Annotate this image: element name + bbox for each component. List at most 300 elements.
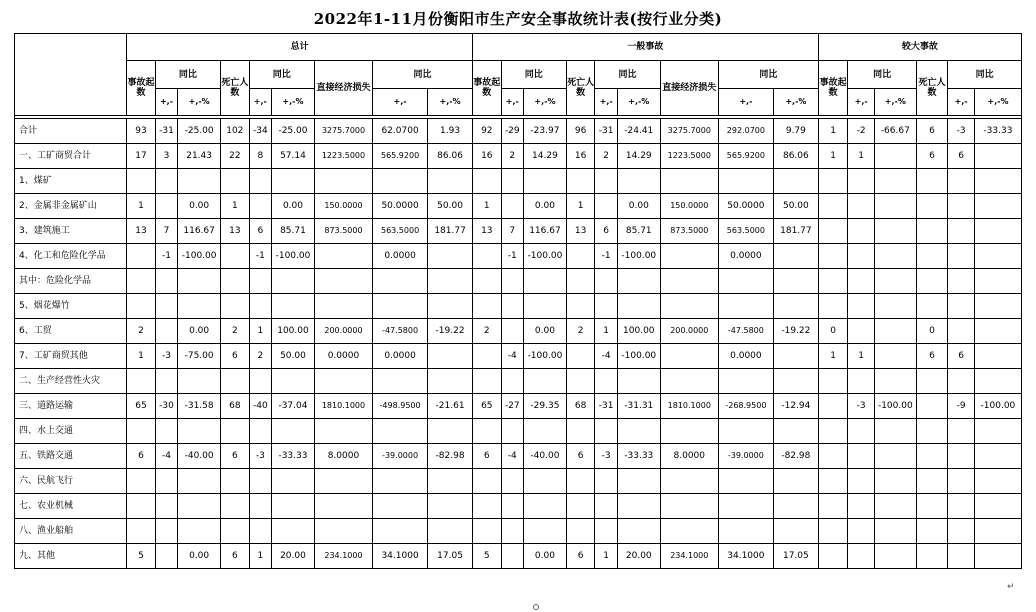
table-row: [15, 444, 1022, 469]
cell-total: 6: [221, 344, 250, 369]
cell-general: [566, 519, 595, 544]
cell-general: [566, 344, 595, 369]
cell-total: [272, 169, 315, 194]
cell-general: 5: [473, 544, 502, 569]
cell-total: [155, 169, 177, 194]
cell-total: [221, 419, 250, 444]
cell-total: 13: [127, 219, 156, 244]
cell-total: 50.0000: [373, 194, 428, 219]
cell-major: [874, 544, 916, 569]
cell-total: [373, 519, 428, 544]
cell-general: -47.5800: [718, 319, 773, 344]
cell-total: -4: [155, 444, 177, 469]
header-diff: +,-: [848, 89, 875, 116]
cell-major: [874, 219, 916, 244]
cell-major: [818, 219, 848, 244]
cell-general: 0.00: [617, 194, 660, 219]
cell-major: [948, 219, 975, 244]
cell-total: [373, 169, 428, 194]
header-diff: +,-: [501, 89, 523, 116]
cell-total: [272, 269, 315, 294]
cell-general: 17.05: [773, 544, 818, 569]
cell-general: [473, 419, 502, 444]
cell-general: 100.00: [617, 319, 660, 344]
cell-major: [948, 444, 975, 469]
cell-total: -40: [249, 394, 271, 419]
cell-general: 96: [566, 119, 595, 144]
table-row: [15, 319, 1022, 344]
cell-general: -31: [595, 119, 617, 144]
cell-major: [948, 169, 975, 194]
cell-major: [974, 344, 1021, 369]
cell-general: [660, 344, 718, 369]
cell-total: 150.0000: [314, 194, 372, 219]
cell-major: [916, 444, 948, 469]
cell-general: [617, 419, 660, 444]
cell-major: [848, 194, 875, 219]
header-yoy: 同比: [718, 61, 818, 89]
cell-major: [974, 319, 1021, 344]
cell-total: 20.00: [272, 544, 315, 569]
cell-total: -3: [249, 444, 271, 469]
cell-general: [595, 369, 617, 394]
accident-statistics-table: [14, 33, 1022, 569]
cell-total: 873.5000: [314, 219, 372, 244]
cell-major: [874, 144, 916, 169]
cell-general: 20.00: [617, 544, 660, 569]
cell-total: 1: [249, 319, 271, 344]
cell-major: [974, 494, 1021, 519]
row-label: 三、道路运输: [15, 394, 127, 419]
table-row: [15, 294, 1022, 319]
cell-general: [660, 244, 718, 269]
cell-general: [773, 169, 818, 194]
cell-total: [272, 494, 315, 519]
cell-total: [155, 494, 177, 519]
cell-total: [314, 469, 372, 494]
cell-general: [617, 269, 660, 294]
cell-total: [221, 244, 250, 269]
cell-total: [127, 469, 156, 494]
cell-general: -27: [501, 394, 523, 419]
cell-major: [974, 219, 1021, 244]
cell-major: 6: [948, 144, 975, 169]
cell-general: [660, 369, 718, 394]
cell-total: -31.58: [178, 394, 221, 419]
cell-total: [314, 494, 372, 519]
cell-general: [595, 294, 617, 319]
cell-general: [718, 494, 773, 519]
cell-major: [848, 244, 875, 269]
cell-major: [874, 419, 916, 444]
table-row: [15, 219, 1022, 244]
cell-general: 2: [566, 319, 595, 344]
cell-general: [501, 544, 523, 569]
cell-total: 7: [155, 219, 177, 244]
cell-total: [178, 419, 221, 444]
row-label: 二、生产经营性火灾: [15, 369, 127, 394]
cell-general: -82.98: [773, 444, 818, 469]
header-pct: +,-%: [874, 89, 916, 116]
cell-general: [473, 494, 502, 519]
header-yoy: 同比: [373, 61, 473, 89]
cell-general: 292.0700: [718, 119, 773, 144]
cell-total: -40.00: [178, 444, 221, 469]
cell-total: -47.5800: [373, 319, 428, 344]
cell-general: [595, 494, 617, 519]
cell-major: [916, 394, 948, 419]
cell-total: [178, 169, 221, 194]
cell-major: [916, 169, 948, 194]
cell-total: 1810.1000: [314, 394, 372, 419]
cell-major: [974, 294, 1021, 319]
cell-major: [818, 244, 848, 269]
cell-general: 1810.1000: [660, 394, 718, 419]
cell-general: [718, 469, 773, 494]
cell-general: [473, 294, 502, 319]
header-pct: +,-%: [524, 89, 567, 116]
cell-major: [818, 294, 848, 319]
cell-general: [473, 469, 502, 494]
cell-general: [660, 419, 718, 444]
cell-major: [818, 519, 848, 544]
cell-total: -31: [155, 119, 177, 144]
table-row: [15, 344, 1022, 369]
cell-major: [948, 419, 975, 444]
cell-major: [848, 294, 875, 319]
row-label: 一、工矿商贸合计: [15, 144, 127, 169]
cell-general: -29: [501, 119, 523, 144]
cell-total: [155, 419, 177, 444]
cell-general: [773, 244, 818, 269]
cell-general: 50.0000: [718, 194, 773, 219]
row-label: 九、其他: [15, 544, 127, 569]
cell-total: -82.98: [428, 444, 473, 469]
cell-major: [874, 294, 916, 319]
cell-total: 563.5000: [373, 219, 428, 244]
cell-total: 1: [221, 194, 250, 219]
cell-major: 6: [916, 119, 948, 144]
cell-major: [818, 394, 848, 419]
cell-total: [428, 519, 473, 544]
cell-general: [524, 294, 567, 319]
cell-major: [848, 319, 875, 344]
cell-major: [974, 194, 1021, 219]
cell-general: 1: [566, 194, 595, 219]
cell-major: -3: [848, 394, 875, 419]
cell-total: [314, 244, 372, 269]
cell-general: 0.00: [524, 319, 567, 344]
cell-major: [818, 269, 848, 294]
cell-general: [524, 519, 567, 544]
page-indicator-dot: [533, 604, 539, 610]
cell-major: [948, 369, 975, 394]
cell-general: -19.22: [773, 319, 818, 344]
cell-general: [473, 344, 502, 369]
cell-major: [818, 444, 848, 469]
cell-general: 2: [501, 144, 523, 169]
table-row: [15, 394, 1022, 419]
cell-major: [848, 369, 875, 394]
cell-total: 21.43: [178, 144, 221, 169]
cell-major: [974, 444, 1021, 469]
row-label: 八、渔业船舶: [15, 519, 127, 544]
cell-general: [660, 269, 718, 294]
cell-major: 6: [948, 344, 975, 369]
header-yoy: 同比: [155, 61, 220, 89]
cell-total: [127, 169, 156, 194]
cell-total: [272, 519, 315, 544]
cell-general: [473, 519, 502, 544]
cell-general: 6: [473, 444, 502, 469]
cell-total: [314, 369, 372, 394]
cell-major: [818, 469, 848, 494]
cell-general: 14.29: [524, 144, 567, 169]
table-row: [15, 419, 1022, 444]
cell-general: 0.0000: [718, 244, 773, 269]
cell-total: [221, 369, 250, 394]
cell-major: [818, 544, 848, 569]
cell-major: [818, 419, 848, 444]
cell-major: -100.00: [974, 394, 1021, 419]
group-header-major: 较大事故: [818, 34, 1021, 61]
row-label: 6、工贸: [15, 319, 127, 344]
cell-total: 100.00: [272, 319, 315, 344]
cell-general: [617, 169, 660, 194]
cell-total: -19.22: [428, 319, 473, 344]
cell-major: [874, 319, 916, 344]
cell-total: 102: [221, 119, 250, 144]
cell-total: [249, 419, 271, 444]
cell-general: [524, 369, 567, 394]
cell-general: 0.00: [524, 194, 567, 219]
header-pct: +,-%: [617, 89, 660, 116]
cell-general: [501, 319, 523, 344]
group-header-total: 总计: [127, 34, 473, 61]
cell-general: [773, 294, 818, 319]
cell-total: -37.04: [272, 394, 315, 419]
header-deaths: 死亡人数: [916, 61, 948, 116]
cell-total: 8.0000: [314, 444, 372, 469]
cell-total: [155, 519, 177, 544]
cell-general: 200.0000: [660, 319, 718, 344]
cell-total: [428, 494, 473, 519]
cell-major: [974, 369, 1021, 394]
cell-major: [874, 344, 916, 369]
cell-general: [718, 269, 773, 294]
cell-total: -3: [155, 344, 177, 369]
row-label: 3、建筑施工: [15, 219, 127, 244]
cell-total: 50.00: [428, 194, 473, 219]
row-label: 四、水上交通: [15, 419, 127, 444]
cell-general: [473, 244, 502, 269]
cell-total: 93: [127, 119, 156, 144]
cell-total: [155, 544, 177, 569]
cell-total: 57.14: [272, 144, 315, 169]
header-deaths: 死亡人数: [566, 61, 595, 116]
cell-total: 17: [127, 144, 156, 169]
cell-general: [595, 169, 617, 194]
cell-total: [249, 294, 271, 319]
cell-general: 68: [566, 394, 595, 419]
cell-major: [916, 219, 948, 244]
cell-total: 0.00: [178, 194, 221, 219]
cell-total: [272, 369, 315, 394]
cell-total: 1: [249, 544, 271, 569]
cell-general: [566, 169, 595, 194]
cell-total: [155, 369, 177, 394]
cell-major: [948, 494, 975, 519]
cell-total: [428, 369, 473, 394]
cell-total: -33.33: [272, 444, 315, 469]
cell-total: [155, 319, 177, 344]
cell-total: [127, 269, 156, 294]
cell-general: [524, 494, 567, 519]
cell-major: [974, 469, 1021, 494]
cell-general: 563.5000: [718, 219, 773, 244]
cell-general: [617, 294, 660, 319]
cell-total: [221, 269, 250, 294]
cell-general: [773, 269, 818, 294]
cell-total: 1: [127, 344, 156, 369]
cell-total: [221, 494, 250, 519]
cell-general: 16: [566, 144, 595, 169]
table-row: [15, 544, 1022, 569]
cell-general: 92: [473, 119, 502, 144]
cell-major: [818, 494, 848, 519]
cell-general: [501, 294, 523, 319]
cell-major: [974, 244, 1021, 269]
cell-major: [948, 294, 975, 319]
cell-major: [848, 519, 875, 544]
cell-total: 116.67: [178, 219, 221, 244]
cell-major: [916, 269, 948, 294]
cell-major: 6: [916, 144, 948, 169]
cell-general: [501, 519, 523, 544]
row-label: 7、工矿商贸其他: [15, 344, 127, 369]
cell-total: [272, 419, 315, 444]
cell-total: 3: [155, 144, 177, 169]
cell-major: [916, 544, 948, 569]
cell-general: 1: [473, 194, 502, 219]
cell-general: [595, 469, 617, 494]
cell-general: [566, 369, 595, 394]
cell-total: 3275.7000: [314, 119, 372, 144]
cell-total: [249, 169, 271, 194]
cell-general: [617, 469, 660, 494]
table-row: [15, 244, 1022, 269]
header-loss: 直接经济损失: [660, 61, 718, 116]
cell-general: -33.33: [617, 444, 660, 469]
cell-major: [916, 419, 948, 444]
cell-general: [617, 369, 660, 394]
cell-general: 2: [595, 144, 617, 169]
cell-general: [660, 519, 718, 544]
cell-total: [428, 294, 473, 319]
cell-general: 3275.7000: [660, 119, 718, 144]
cell-total: [127, 369, 156, 394]
cell-major: -9: [948, 394, 975, 419]
group-header-general: 一般事故: [473, 34, 819, 61]
cell-total: [272, 294, 315, 319]
cell-general: 116.67: [524, 219, 567, 244]
cell-total: [127, 294, 156, 319]
cell-major: [848, 469, 875, 494]
cell-general: -12.94: [773, 394, 818, 419]
cell-general: [773, 419, 818, 444]
cell-total: 6: [221, 544, 250, 569]
cell-general: 50.00: [773, 194, 818, 219]
cell-total: 0.0000: [373, 244, 428, 269]
cell-general: [617, 494, 660, 519]
cell-total: 17.05: [428, 544, 473, 569]
cell-general: [773, 519, 818, 544]
cell-major: [916, 469, 948, 494]
cell-major: [874, 469, 916, 494]
cell-general: [524, 419, 567, 444]
cell-general: 16: [473, 144, 502, 169]
cell-total: [428, 469, 473, 494]
cell-total: 1: [127, 194, 156, 219]
cell-major: [848, 169, 875, 194]
cell-general: [473, 169, 502, 194]
cell-general: [524, 469, 567, 494]
cell-total: 234.1000: [314, 544, 372, 569]
cell-general: -100.00: [524, 244, 567, 269]
cell-total: 0.0000: [373, 344, 428, 369]
table-row: [15, 269, 1022, 294]
cell-total: [127, 519, 156, 544]
cell-total: -34: [249, 119, 271, 144]
cell-total: -75.00: [178, 344, 221, 369]
cell-total: [127, 244, 156, 269]
cell-major: [848, 419, 875, 444]
cell-general: [566, 494, 595, 519]
cell-general: 565.9200: [718, 144, 773, 169]
cell-total: -39.0000: [373, 444, 428, 469]
paragraph-mark: ↵: [1007, 582, 1015, 592]
row-label: 合计: [15, 119, 127, 144]
cell-general: -24.41: [617, 119, 660, 144]
header-diff: +,-: [155, 89, 177, 116]
cell-major: [974, 269, 1021, 294]
cell-total: [249, 519, 271, 544]
table-row: [15, 194, 1022, 219]
cell-major: [916, 519, 948, 544]
cell-major: [948, 319, 975, 344]
cell-general: 8.0000: [660, 444, 718, 469]
cell-general: 65: [473, 394, 502, 419]
cell-total: 0.00: [178, 544, 221, 569]
cell-total: [127, 419, 156, 444]
table-row: [15, 369, 1022, 394]
header-pct: +,-%: [272, 89, 315, 116]
cell-total: [373, 294, 428, 319]
cell-total: [155, 269, 177, 294]
cell-general: [501, 269, 523, 294]
cell-general: 86.06: [773, 144, 818, 169]
cell-general: 181.77: [773, 219, 818, 244]
cell-total: 65: [127, 394, 156, 419]
header-diff: +,-: [373, 89, 428, 116]
cell-major: [818, 369, 848, 394]
cell-total: [373, 269, 428, 294]
table-row: [15, 144, 1022, 169]
cell-general: -23.97: [524, 119, 567, 144]
cell-major: 1: [848, 344, 875, 369]
cell-total: [127, 494, 156, 519]
header-deaths: 死亡人数: [221, 61, 250, 116]
